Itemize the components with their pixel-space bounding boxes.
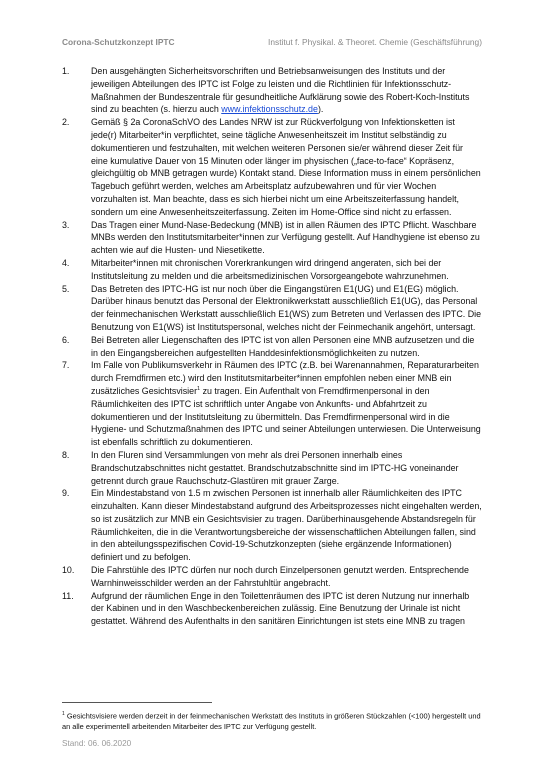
item-text: In den Fluren sind Versammlungen von mehr als drei Personen innerhalb eines Brandschutzabschnittes nicht gestattet. Brandschutzabschnitte sind im IPTC-HG voneinander getrennt durch graue Rauchschutz-Glastüren mit grauer Zarge.	[91, 449, 459, 486]
footnote	[62, 709, 482, 732]
item-number: 6.	[62, 334, 70, 345]
header-institute-name: Institut f. Physikal. & Theoret. Chemie (Geschäftsführung)	[268, 37, 482, 47]
item-number: 4.	[62, 257, 70, 268]
list-item	[62, 334, 482, 360]
item-number: 2.	[62, 117, 70, 128]
page-header	[62, 37, 482, 47]
item-number: 11.	[62, 590, 74, 601]
item-number: 9.	[62, 488, 70, 499]
item-text: Bei Betreten aller Liegenschaften des IPTC ist von allen Personen eine MNB aufzusetzen und die in den Eingangsbereichen aufgestellten Handdesinfektionsmöglichkeiten zu nutzen.	[91, 334, 475, 358]
list-item	[62, 283, 482, 334]
footnote-number: 1	[62, 711, 65, 717]
list-item	[62, 65, 482, 116]
list-item	[62, 257, 482, 283]
header-document-title: Corona-Schutzkonzept IPTC	[62, 37, 175, 47]
list-item	[62, 359, 482, 449]
infektionsschutz-link[interactable]: www.infektionsschutz.de	[221, 104, 318, 115]
item-text: Den ausgehängten Sicherheitsvorschriften und Betriebsanweisungen des Instituts und der jeweiligen Abteilungen des IPTC ist Folge zu leisten und die Richtlinien für Infektionsschutz-Maßnahmen der Bundeszentrale für gesundheitliche Aufklärung sowie des Robert-Koch-Instituts sind zu beachten (s. hierzu auch	[91, 66, 470, 115]
item-number: 1.	[62, 66, 70, 76]
item-text: Im Falle von Publikumsverkehr in Räumen des IPTC (z.B. bei Warenannahmen, Reparaturarbeiten durch Fremdfirmen etc.) wird den Institutsmitarbeiter*innen empfohlen neben einer MNB ein zusätzliches Gesichtsvisier	[91, 360, 479, 396]
footnote-text: Gesichtsvisiere werden derzeit in der feinmechanischen Werkstatt des Instituts in größeren Stückzahlen (<100) hergestellt und an alle experimentell arbeitenden Mitarbeiter des IPTC zur Verfügung gestellt.	[62, 711, 481, 731]
list-item	[62, 564, 482, 590]
rules-list	[62, 65, 482, 628]
item-number: 7.	[62, 360, 70, 371]
item-text: Die Fahrstühle des IPTC dürfen nur noch durch Einzelpersonen genutzt werden. Entsprechende Warnhinweisschilder werden an der Fahrstuhltür angebracht.	[91, 565, 469, 588]
item-text-end: zu tragen. Ein Aufenthalt von Fremdfirmenpersonal in den Räumlichkeiten des IPTC ist schriftlich unter Angabe von Ankunfts- und Abfahrtzeit zu dokumentieren und der Institutsleitung zu übermitteln. Das Fremdfirmenpersonal wird in die Hygiene- und Schutzmaßnahmen des IPTC und seiner Abteilungen unterwiesen. Die Unterweisung ist ebenfalls schriftlich zu dokumentieren.	[91, 385, 481, 448]
item-text: Aufgrund der räumlichen Enge in den Toilettenräumen des IPTC ist deren Nutzung nur innerhalb der Kabinen und in den Waschbeckenbereichen zulässig. Eine Benutzung der Urinale ist nicht gestattet. Während des Aufenthalts in den sanitären Einrichtungen ist stets eine MNB zu tragen	[91, 590, 470, 627]
item-number: 8.	[62, 449, 70, 460]
item-number: 10.	[62, 565, 75, 576]
item-text: Das Betreten des IPTC-HG ist nur noch über die Eingangstüren E1(UG) und E1(EG) möglich. Darüber hinaus benutzt das Personal der Elektronikwerkstatt ausschließlich E1(UG), das Personal der feinmechanischen Werkstatt ausschließlich E1(WS) zum Betreten und Verlassen des IPTC. Die Benutzung von E1(WS) ist Institutspersonal, welches nicht der Feinmechanik angehört, untersagt.	[91, 283, 482, 332]
item-text: Gemäß § 2a CoronaSchVO des Landes NRW ist zur Rückverfolgung von Infektionsketten ist jede(r) Mitarbeiter*in verpflichtet, seine tägliche Anwesenheitszeit im Institut selbständig zu dokumentieren und festzuhalten, mit welchen weiteren Personen sie/er während dieser Zeit für eine kumulative Dauer von 15 Minuten oder länger im physischen („face-to-face“ Kopräsenz, gleichgültig ob MNB getragen wurde) Kontakt stand. Diese Information muss in einem persönlichen Tagebuch geführt werden, welches am Arbeitsplatz aufzubewahren und für vier Wochen vorzuhalten ist. Man beachte, dass es sich hierbei nicht um eine Arbeitszeiterfassung handelt, sondern um eine Anwesenheitszeiterfassung. Zeiten im Home-Office sind nicht zu erfassen.	[91, 117, 481, 217]
item-number: 3.	[62, 219, 70, 230]
item-number: 5.	[62, 283, 70, 294]
item-text: Das Tragen einer Mund-Nase-Bedeckung (MNB) ist in allen Räumen des IPTC Pflicht. Waschbare MNBs werden den Institutsmitarbeiter*innen zur Verfügung gestellt. Auf Handhygiene ist ebenso zu achten wie auf die Husten- und Niesetikette.	[91, 219, 480, 256]
item-text-end: ).	[317, 104, 324, 115]
list-item	[62, 116, 482, 218]
document-date: Stand: 06. 06.2020	[62, 739, 132, 748]
item-text: Ein Mindestabstand von 1.5 m zwischen Personen ist innerhalb aller Räumlichkeiten des IPTC einzuhalten. Kann dieser Mindestabstand aufgrund des Arbeitsprozesses nicht eingehalten werden, so ist zusätzlich zur MNB ein Gesichtsvisier zu tragen. Darüberhinausgehende Abstandsregeln für Räumlichkeiten, die in die Verantwortungsbereiche der wissenschaftlichen Abteilungen fallen, sind in den abteilungsspezifischen Covid-19-Schutzkonzepten (siehe ergänzende Informationen) definiert und zu befolgen.	[91, 488, 482, 563]
list-item	[62, 449, 482, 487]
footnote-marker: 1	[197, 385, 201, 392]
footnote-divider	[62, 702, 212, 703]
list-item	[62, 487, 482, 564]
item-text: Mitarbeiter*innen mit chronischen Vorerkrankungen wird dringend angeraten, sich bei der Institutsleitung zu melden und die arbeitsmedizinischen Vorsorgeangebote wahrzunehmen.	[91, 257, 449, 281]
list-item	[62, 219, 482, 257]
list-item	[62, 590, 482, 628]
